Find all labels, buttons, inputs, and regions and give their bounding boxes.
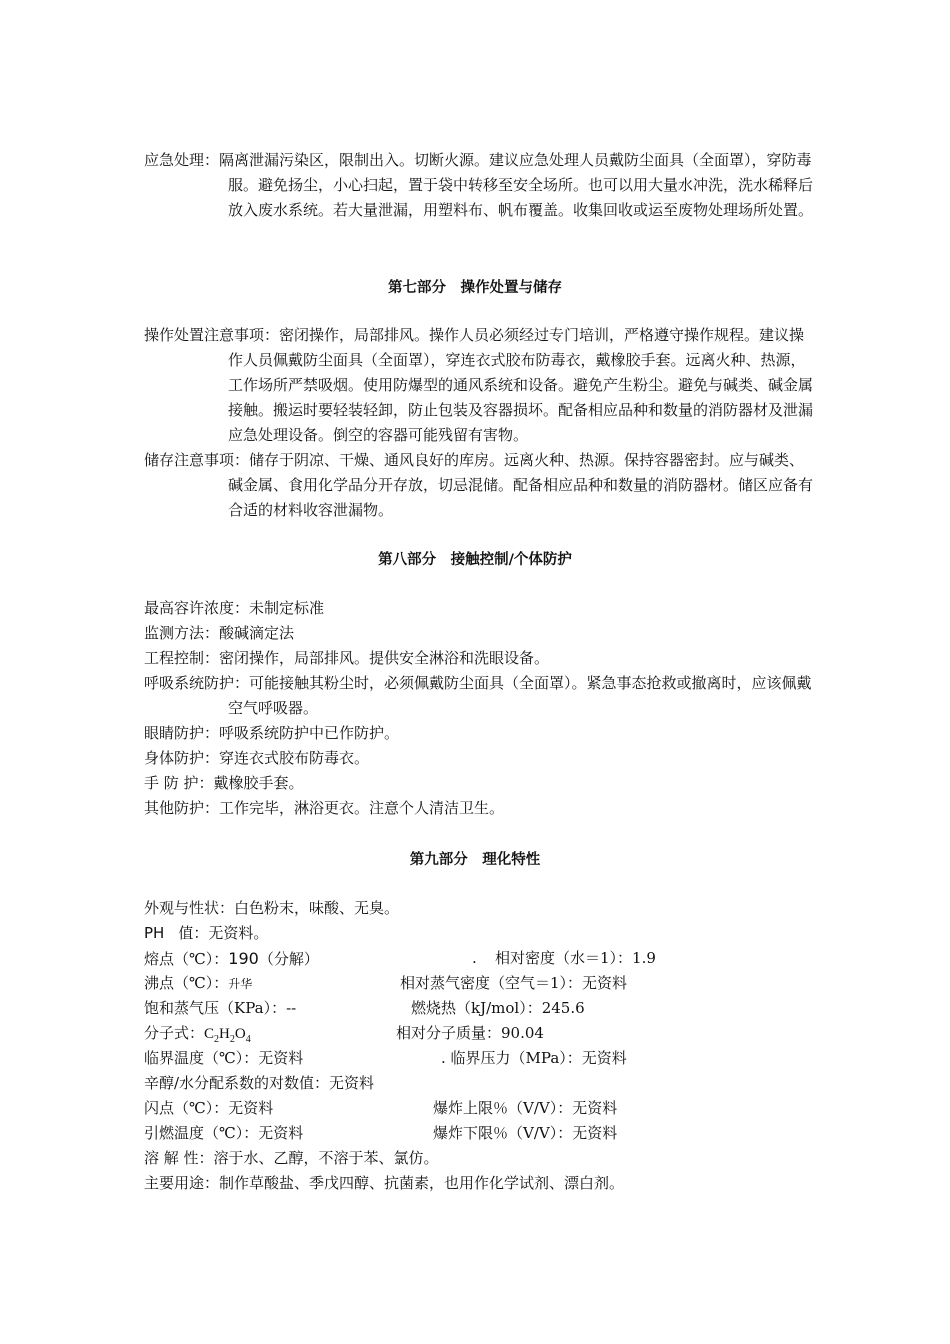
formula-h-sub: 2 xyxy=(229,1034,235,1045)
emergency-section xyxy=(144,148,816,223)
mp-value: 190 xyxy=(228,949,259,968)
critical-temperature: 临界温度（℃）：无资料 xyxy=(144,1049,304,1067)
mp-dot: . xyxy=(472,949,477,967)
hand-protection: 手 防 护：戴橡胶手套。 xyxy=(144,774,304,792)
formula-o-sub: 4 xyxy=(245,1034,251,1045)
ph-label: PH xyxy=(144,924,165,942)
emergency-paragraph: 应急处理：隔离泄漏污染区，限制出入。切断火源。建议应急处理人员戴防尘面具（全面罩），穿防毒服。避免扬尘，小心扫起，置于袋中转移至安全场所。也可以用大量水冲洗，洗水稀释后放入废水系统。若大量泄漏，用塑料布、帆布覆盖。收集回收或运至废物处理场所处置。 xyxy=(144,151,814,219)
formula-c-sub: 2 xyxy=(214,1034,220,1045)
bp-value: 升华 xyxy=(228,977,253,991)
log-kow: 辛醇/水分配系数的对数值：无资料 xyxy=(144,1074,375,1092)
formula-c: C xyxy=(204,1026,215,1042)
lower-explosive-limit: 爆炸下限％（V/V）：无资料 xyxy=(433,1124,618,1142)
formula-label: 分子式： xyxy=(144,1024,205,1042)
ignition-temperature: 引燃温度（℃）：无资料 xyxy=(144,1124,304,1142)
mp-note: （分解） xyxy=(258,950,319,968)
engineering-control: 工程控制：密闭操作，局部排风。提供安全淋浴和洗眼设备。 xyxy=(144,649,550,667)
solubility: 溶 解 性：溶于水、乙醇，不溶于苯、氯仿。 xyxy=(144,1149,439,1167)
handling-paragraph: 操作处置注意事项：密闭操作，局部排风。操作人员必须经过专门培训，严格遵守操作规程。建议操作人员佩戴防尘面具（全面罩），穿连衣式胶布防毒衣，戴橡胶手套。远离火种、热源，工作场所严禁吸烟。使用防爆型的通风系统和设备。避免产生粉尘。避免与碱类、碱金属接触。搬运时要轻装轻卸，防止包装及容器损坏。配备相应品种和数量的消防器材及泄漏应急处理设备。倒空的容器可能残留有害物。 xyxy=(144,326,814,444)
combustion-heat: 燃烧热（kJ/mol）：245.6 xyxy=(411,999,585,1017)
vapor-pressure: 饱和蒸气压（KPa）：-- xyxy=(144,999,297,1017)
molecular-formula xyxy=(144,1021,251,1046)
formula-h: H xyxy=(219,1026,230,1042)
boiling-point xyxy=(144,971,252,996)
section8-heading: 第八部分 接触控制/个体防护 xyxy=(378,552,572,568)
formula-o: O xyxy=(234,1026,246,1042)
main-uses: 主要用途：制作草酸盐、季戊四醇、抗菌素，也用作化学试剂、漂白剂。 xyxy=(144,1174,625,1192)
respiratory-protection: 呼吸系统防护：可能接触其粉尘时，必须佩戴防尘面具（全面罩）。紧急事态抢救或撤离时，应该佩戴空气呼吸器。 xyxy=(144,674,812,717)
ph-value: 值：无资料。 xyxy=(178,924,269,942)
max-concentration: 最高容许浓度：未制定标准 xyxy=(144,599,325,617)
melting-point xyxy=(144,946,319,971)
section9-heading: 第九部分 理化特性 xyxy=(409,852,541,868)
section7-body xyxy=(144,323,816,523)
vapor-density: 相对蒸气密度（空气＝1）：无资料 xyxy=(400,974,628,992)
section8-body xyxy=(144,596,816,821)
ph-row xyxy=(144,921,268,946)
appearance: 外观与性状：白色粉末，味酸、无臭。 xyxy=(144,899,400,917)
other-protection: 其他防护：工作完毕，淋浴更衣。注意个人清洁卫生。 xyxy=(144,799,505,817)
molecular-weight: 相对分子质量：90.04 xyxy=(396,1024,544,1042)
section7-heading: 第七部分 操作处置与储存 xyxy=(388,280,562,296)
critical-pressure: . 临界压力（MPa）：无资料 xyxy=(441,1049,627,1067)
bp-label: 沸点（℃）： xyxy=(144,974,229,992)
flash-point: 闪点（℃）：无资料 xyxy=(144,1099,274,1117)
storage-paragraph: 储存注意事项：储存于阴凉、干燥、通风良好的库房。远离火种、热源。保持容器密封。应与碱类、碱金属、食用化学品分开存放，切忌混储。配备相应品种和数量的消防器材。储区应备有合适的材料收容泄漏物。 xyxy=(144,451,814,519)
upper-explosive-limit: 爆炸上限％（V/V）：无资料 xyxy=(433,1099,618,1117)
mp-label: 熔点（℃）： xyxy=(144,950,229,968)
relative-density: 相对密度（水＝1）：1.9 xyxy=(495,949,656,967)
body-protection: 身体防护：穿连衣式胶布防毒衣。 xyxy=(144,749,370,767)
eye-protection: 眼睛防护：呼吸系统防护中已作防护。 xyxy=(144,724,400,742)
monitoring-method: 监测方法：酸碱滴定法 xyxy=(144,624,295,642)
